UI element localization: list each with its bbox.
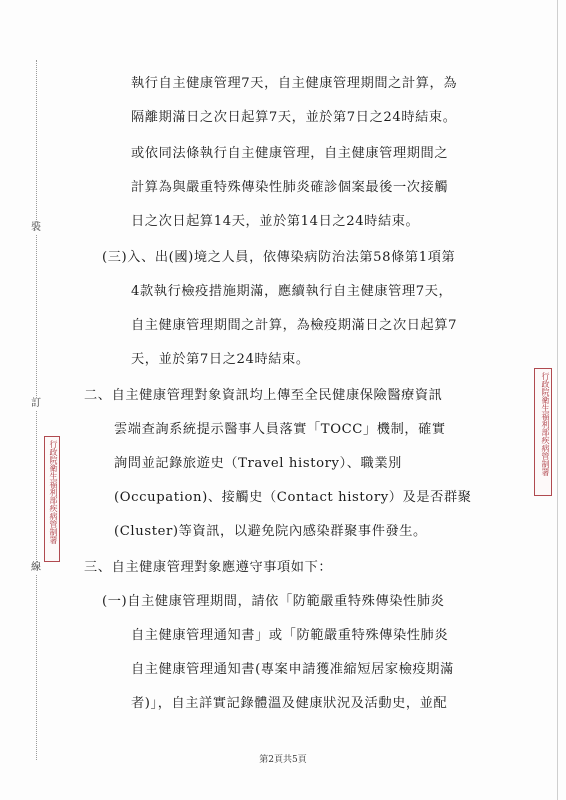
binding-margin-line bbox=[36, 60, 37, 760]
text-line: (Occupation)、接觸史（Contact history）及是否群聚 bbox=[114, 490, 472, 505]
text-line: 自主健康管理通知書」或「防範嚴重特殊傳染性肺炎 bbox=[131, 628, 449, 643]
text-line: 日之次日起算14天，並於第14日之24時結束。 bbox=[131, 214, 420, 229]
text-line: 自主健康管理通知書(專案申請獲准縮短居家檢疫期滿 bbox=[131, 662, 454, 677]
text-line: (Cluster)等資訊，以避免院內感染群聚事件發生。 bbox=[114, 524, 427, 539]
agency-seal-stamp-left: 行政院衛生福利部疾病管制署 bbox=[44, 436, 60, 562]
text-line: (三)入、出(國)境之人員，依傳染病防治法第58條第1項第 bbox=[102, 250, 456, 265]
margin-staple-char: 訂 bbox=[31, 398, 41, 409]
text-line: 者)」，自主詳實記錄體溫及健康狀況及活動史，並配 bbox=[131, 696, 448, 711]
text-line: 二、自主健康管理對象資訊均上傳至全民健康保險醫療資訊 bbox=[84, 388, 443, 403]
text-line: 計算為與嚴重特殊傳染性肺炎確診個案最後一次接觸 bbox=[131, 180, 449, 195]
text-line: (一)自主健康管理期間，請依「防範嚴重特殊傳染性肺炎 bbox=[102, 594, 445, 609]
text-line: 三、自主健康管理對象應遵守事項如下： bbox=[84, 560, 333, 575]
text-line: 雲端查詢系統提示醫事人員落實「TOCC」機制，確實 bbox=[114, 422, 446, 437]
text-line: 詢問並記錄旅遊史（Travel history）、職業別 bbox=[114, 456, 402, 471]
text-line: 天，並於第7日之24時結束。 bbox=[131, 352, 310, 367]
margin-line-char: 線 bbox=[31, 562, 41, 573]
text-line: 4款執行檢疫措施期滿，應續執行自主健康管理7天， bbox=[131, 284, 453, 299]
agency-seal-stamp-right: 行政院衛生福利部疾病管制署 bbox=[534, 368, 552, 496]
page-edge-line bbox=[557, 0, 558, 800]
text-line: 執行自主健康管理7天，自主健康管理期間之計算，為 bbox=[131, 76, 458, 91]
text-line: 隔離期滿日之次日起算7天，並於第7日之24時結束。 bbox=[131, 110, 457, 125]
page-number: 第2頁共5頁 bbox=[259, 755, 307, 765]
margin-bind-char: 裝 bbox=[31, 222, 41, 233]
text-line: 自主健康管理期間之計算，為檢疫期滿日之次日起算7 bbox=[131, 318, 458, 333]
text-line: 或依同法條執行自主健康管理，自主健康管理期間之 bbox=[131, 146, 449, 161]
